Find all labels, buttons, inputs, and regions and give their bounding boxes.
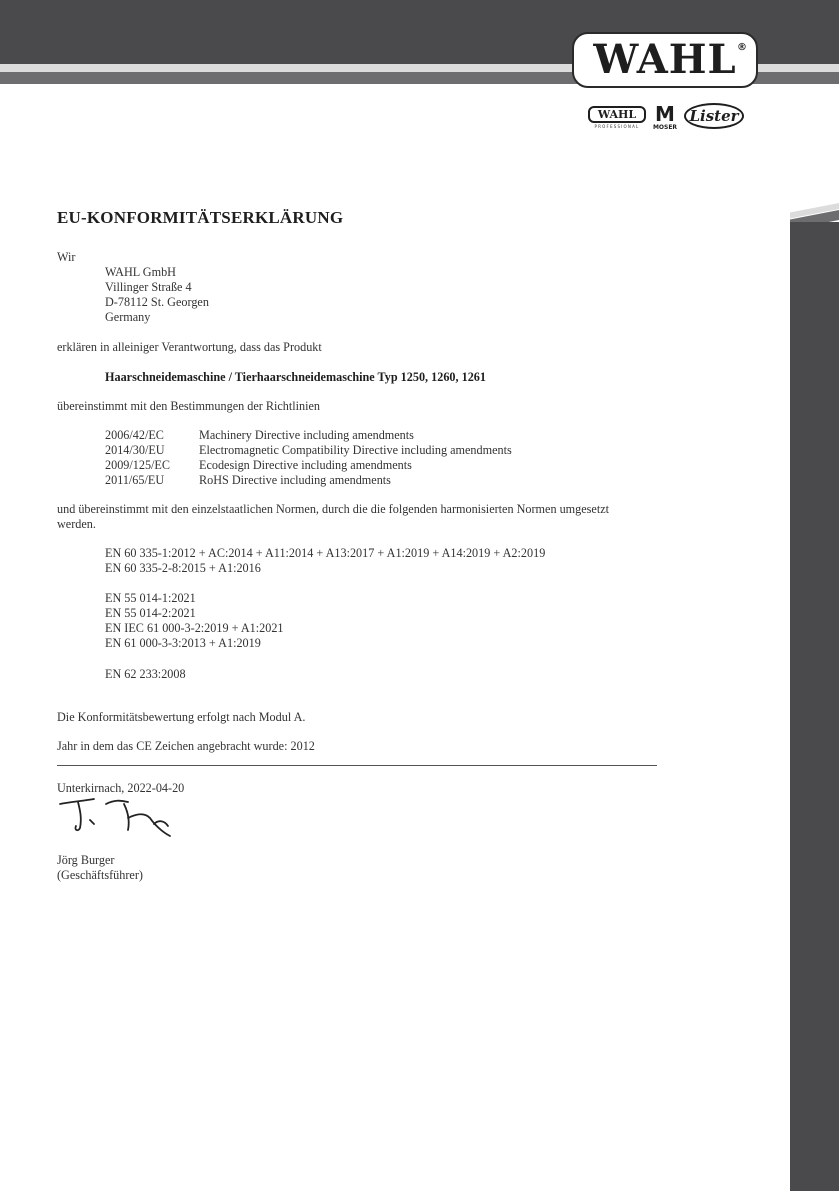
directive-name: RoHS Directive including amendments	[199, 473, 391, 487]
side-strip	[790, 222, 839, 1191]
directive-code: 2006/42/EC	[105, 428, 164, 442]
directive-row	[105, 443, 512, 458]
wahl-logo	[572, 32, 758, 88]
standard-item: EN 55 014-2:2021	[105, 606, 196, 620]
directive-row	[105, 473, 512, 488]
ce-year-statement: Jahr in dem das CE Zeichen angebracht wurde: 2012	[57, 739, 315, 753]
directive-code: 2009/125/EC	[105, 458, 171, 472]
directive-row	[105, 428, 512, 443]
directive-code: 2011/65/EU	[105, 473, 165, 487]
registered-mark: ®	[737, 42, 747, 53]
directive-code: 2014/30/EU	[105, 443, 165, 457]
standards-group-3	[105, 667, 186, 682]
signature-image	[58, 796, 188, 844]
signer-role: (Geschäftsführer)	[57, 868, 143, 882]
declaration-text: erklären in alleiniger Verantwortung, dass das Produkt	[57, 340, 322, 354]
signer-block	[57, 853, 143, 883]
directive-name: Electromagnetic Compatibility Directive including amendments	[199, 443, 512, 457]
lister-logo: Lister	[684, 103, 744, 129]
directive-name: Ecodesign Directive including amendments	[199, 458, 412, 472]
product-name: Haarschneidemaschine / Tierhaarschneidemaschine Typ 1250, 1260, 1261	[105, 370, 486, 384]
standard-item: EN IEC 61 000-3-2:2019 + A1:2021	[105, 621, 284, 635]
standard-item: EN 62 233:2008	[105, 667, 186, 681]
standard-item: EN 60 335-1:2012 + AC:2014 + A11:2014 + A13:2017 + A1:2019 + A14:2019 + A2:2019	[105, 546, 546, 560]
standards-group-2	[105, 591, 284, 651]
signer-name: Jörg Burger	[57, 853, 115, 867]
address-block	[105, 265, 209, 325]
document-title: EU-KONFORMITÄTSERKLÄRUNG	[57, 208, 344, 227]
address-line: D-78112 St. Georgen	[105, 295, 209, 309]
directives-list	[105, 428, 512, 488]
standards-intro	[57, 502, 609, 532]
wahl-logo-text: WAHL	[593, 36, 737, 83]
address-line: Germany	[105, 310, 151, 324]
directive-row	[105, 458, 512, 473]
moser-logo: M	[655, 102, 675, 126]
standard-item: EN 60 335-2-8:2015 + A1:2016	[105, 561, 261, 575]
brand-sublogos	[588, 102, 748, 132]
directives-intro: übereinstimmt mit den Bestimmungen der Richtlinien	[57, 399, 321, 413]
standards-intro-line: und übereinstimmt mit den einzelstaatlichen Normen, durch die die folgenden harmonisierten Normen umgesetzt	[57, 502, 609, 516]
address-line: WAHL GmbH	[105, 265, 176, 279]
standard-item: EN 61 000-3-3:2013 + A1:2019	[105, 636, 261, 650]
standards-group-1	[105, 546, 545, 576]
wahl-professional-caption: PROFESSIONAL	[594, 124, 640, 129]
standards-intro-line: werden.	[57, 517, 96, 531]
directive-name: Machinery Directive including amendments	[199, 428, 414, 442]
conformity-statement: Die Konformitätsbewertung erfolgt nach Modul A.	[57, 710, 306, 724]
intro-text: Wir	[57, 250, 76, 264]
wahl-professional-logo: WAHL	[588, 106, 646, 123]
moser-caption: MOSER	[652, 124, 678, 131]
divider-line	[57, 765, 657, 766]
place-date: Unterkirnach, 2022-04-20	[57, 781, 185, 795]
address-line: Villinger Straße 4	[105, 280, 192, 294]
standard-item: EN 55 014-1:2021	[105, 591, 196, 605]
